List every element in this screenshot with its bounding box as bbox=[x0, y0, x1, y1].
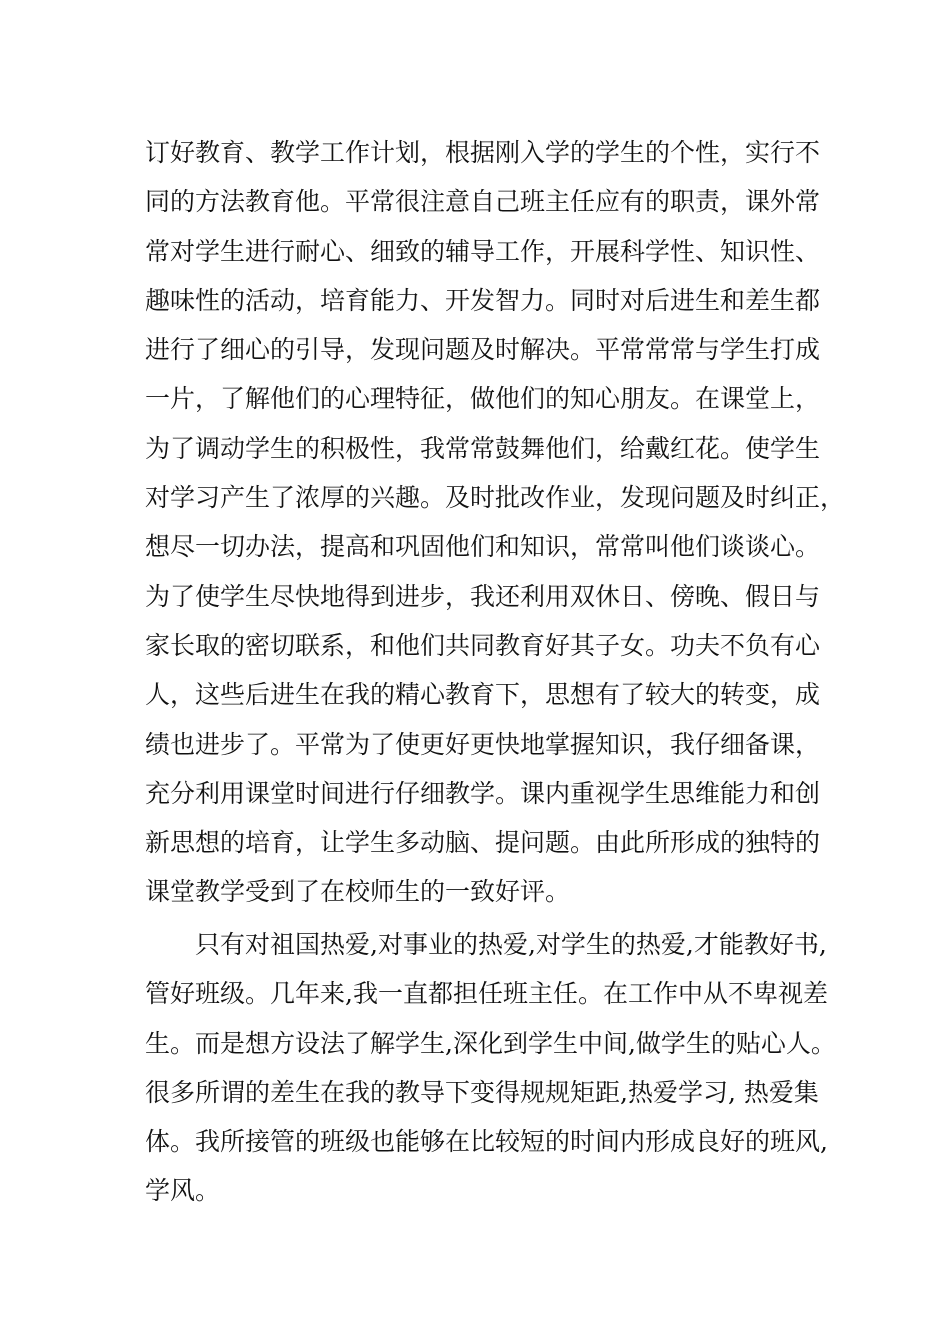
paragraph-line: 一片，了解他们的心理特征，做他们的知心朋友。在课堂上， bbox=[145, 384, 821, 414]
paragraph-line: 进行了细心的引导，发现问题及时解决。平常常常与学生打成 bbox=[145, 335, 821, 365]
paragraph-line: 趣味性的活动，培育能力、开发智力。同时对后进生和差生都 bbox=[145, 285, 821, 315]
paragraph-line: 常对学生进行耐心、细致的辅导工作，开展科学性、知识性、 bbox=[145, 236, 821, 266]
paragraph-line: 为了调动学生的积极性，我常常鼓舞他们，给戴红花。使学生 bbox=[145, 433, 821, 463]
paragraph-line: 学风。 bbox=[145, 1176, 221, 1206]
paragraph-line: 绩也进步了。平常为了使更好更快地掌握知识，我仔细备课， bbox=[145, 729, 821, 759]
paragraph-line: 人，这些后进生在我的精心教育下，思想有了较大的转变，成 bbox=[145, 680, 821, 710]
paragraph-1 bbox=[145, 128, 846, 917]
paragraph-line: 很多所谓的差生在我的教导下变得规规矩距,热爱学习, 热爱集 bbox=[145, 1077, 819, 1107]
paragraph-line: 想尽一切办法，提高和巩固他们和知识，常常叫他们谈谈心。 bbox=[145, 532, 821, 562]
paragraph-line: 对学习产生了浓厚的兴趣。及时批改作业，发现问题及时纠正， bbox=[145, 483, 846, 513]
paragraph-line: 新思想的培育，让学生多动脑、提问题。由此所形成的独特的 bbox=[145, 828, 821, 858]
paragraph-line: 家长取的密切联系，和他们共同教育好其子女。功夫不负有心 bbox=[145, 630, 821, 660]
paragraph-first-line: 只有对祖国热爱,对事业的热爱,对学生的热爱,才能教好书, bbox=[195, 930, 827, 959]
paragraph-line: 订好教育、教学工作计划，根据刚入学的学生的个性，实行不 bbox=[145, 138, 821, 167]
paragraph-line: 充分利用课堂时间进行仔细教学。课内重视学生思维能力和创 bbox=[145, 778, 821, 808]
paragraph-line: 管好班级。几年来,我一直都担任班主任。在工作中从不卑视差 bbox=[145, 979, 828, 1009]
paragraph-2 bbox=[145, 920, 835, 1216]
paragraph-line: 为了使学生尽快地得到进步，我还利用双休日、傍晚、假日与 bbox=[145, 581, 821, 611]
paragraph-line: 体。我所接管的班级也能够在比较短的时间内形成良好的班风, bbox=[145, 1127, 828, 1157]
paragraph-line: 同的方法教育他。平常很注意自己班主任应有的职责，课外常 bbox=[145, 187, 821, 217]
paragraph-line: 生。而是想方设法了解学生,深化到学生中间,做学生的贴心人。 bbox=[145, 1028, 836, 1058]
paragraph-line: 课堂教学受到了在校师生的一致好评。 bbox=[145, 877, 571, 907]
